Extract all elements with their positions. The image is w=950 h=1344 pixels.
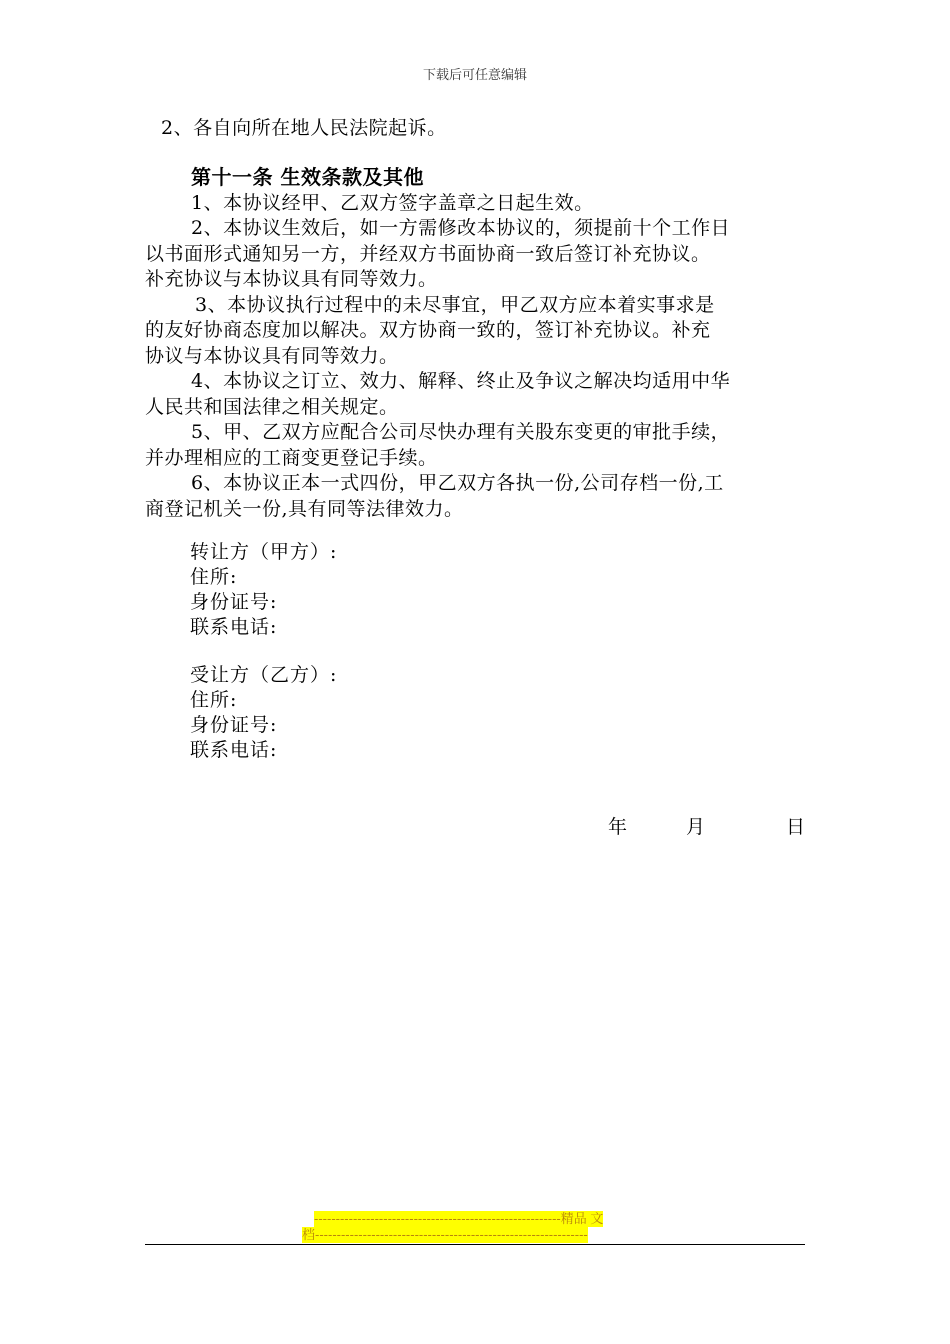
article-para-1: 1、本协议经甲、乙双方签字盖章之日起生效。 — [191, 191, 594, 214]
transferor-block — [190, 540, 337, 640]
article-para-2-line-1: 2、本协议生效后，如一方需修改本协议的，须提前十个工作日 — [191, 217, 731, 239]
article-para-4-line-1: 4、本协议之订立、效力、解释、终止及争议之解决均适用中华 — [191, 370, 731, 392]
date-month: 月 — [686, 816, 706, 838]
article-para-3-line-3: 协议与本协议具有同等效力。 — [145, 344, 399, 367]
footer-rule — [145, 1244, 805, 1245]
previous-clause — [145, 116, 805, 142]
article-para-6-line-1: 6、本协议正本一式四份，甲乙双方各执一份,公司存档一份,工 — [191, 472, 724, 494]
transferee-block — [190, 663, 337, 763]
transferee-id-number: 身份证号: — [190, 714, 278, 736]
article-para-6-line-2: 商登记机关一份,具有同等法律效力。 — [145, 497, 464, 520]
transferor-label: 转让方（甲方）: — [190, 541, 338, 563]
transferor-id-number: 身份证号: — [190, 591, 278, 613]
footer-watermark-line-1: ---------------------------------------------------------精品 文 — [314, 1211, 604, 1226]
article-para-3-line-1: 3、本协议执行过程中的未尽事宜，甲乙双方应本着实事求是 — [195, 293, 715, 316]
date-day: 日 — [786, 816, 806, 838]
article-para-5-line-2: 并办理相应的工商变更登记手续。 — [145, 446, 438, 469]
article-para-2-line-3: 补充协议与本协议具有同等效力。 — [145, 268, 438, 290]
transferor-phone: 联系电话: — [190, 616, 278, 638]
transferee-address: 住所: — [190, 689, 238, 711]
article-para-3-line-2: 的友好协商态度加以解决。双方协商一致的，签订补充协议。补充 — [145, 319, 711, 341]
article-para-4-line-2: 人民共和国法律之相关规定。 — [145, 395, 399, 418]
page-header-note: 下载后可任意编辑 — [422, 68, 527, 83]
article-para-2-line-2: 以书面形式通知另一方，并经双方书面协商一致后签订补充协议。 — [145, 242, 711, 265]
transferor-address: 住所: — [190, 566, 238, 588]
transferee-label: 受让方（乙方）: — [190, 664, 338, 686]
article-11 — [145, 165, 805, 522]
date-year: 年 — [608, 816, 628, 838]
clause-item-2: 2、各自向所在地人民法院起诉。 — [161, 117, 447, 139]
article-para-5-line-1: 5、甲、乙双方应配合公司尽快办理有关股东变更的审批手续， — [191, 421, 731, 443]
footer-watermark-line-2: 档--------------------------------------------------------------- — [302, 1227, 588, 1242]
transferee-phone: 联系电话: — [190, 739, 278, 761]
article-title: 第十一条 生效条款及其他 — [191, 165, 424, 189]
